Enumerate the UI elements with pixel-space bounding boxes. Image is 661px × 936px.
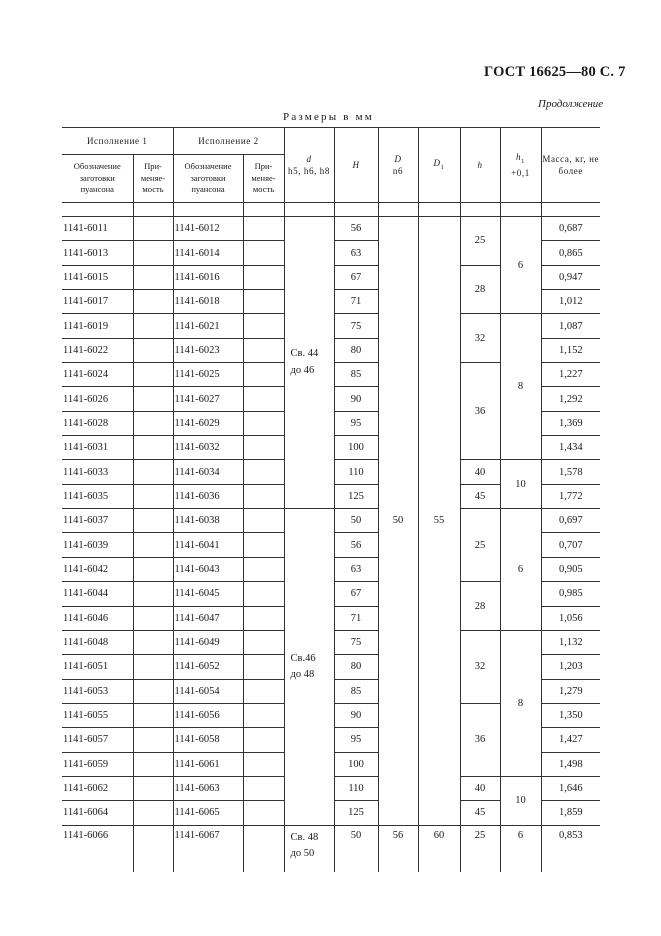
oboz-ispolnenie-2: 1141-6058 — [173, 728, 243, 752]
prim-ispolnenie-1 — [133, 703, 173, 727]
H-value: 50 — [334, 509, 378, 533]
oboz-ispolnenie-2: 1141-6018 — [173, 290, 243, 314]
table-row — [62, 217, 600, 241]
prim-ispolnenie-1 — [133, 217, 173, 241]
oboz-ispolnenie-2: 1141-6065 — [173, 801, 243, 825]
H-value: 75 — [334, 630, 378, 654]
continued-label: Продолжение — [538, 98, 604, 110]
massa-value: 0,905 — [541, 557, 600, 581]
oboz-ispolnenie-2: 1141-6029 — [173, 411, 243, 435]
prim-ispolnenie-1 — [133, 460, 173, 484]
H-value: 63 — [334, 241, 378, 265]
massa-value: 1,152 — [541, 338, 600, 362]
prim-ispolnenie-2 — [243, 484, 284, 508]
H-value: 71 — [334, 290, 378, 314]
table-row — [62, 825, 600, 872]
massa-value: 0,985 — [541, 582, 600, 606]
H-value: 80 — [334, 655, 378, 679]
prim-ispolnenie-1 — [133, 265, 173, 289]
H-value: 50 — [334, 825, 378, 872]
h-value: 28 — [460, 265, 500, 314]
massa-value: 1,859 — [541, 801, 600, 825]
header-H: H — [334, 128, 378, 203]
header-prim-1: При-меняе-мость — [133, 155, 173, 203]
prim-ispolnenie-1 — [133, 411, 173, 435]
H-value: 67 — [334, 582, 378, 606]
h1-value: 6 — [500, 217, 541, 314]
massa-value: 1,203 — [541, 655, 600, 679]
h-value: 25 — [460, 217, 500, 266]
massa-value: 0,687 — [541, 217, 600, 241]
oboz-ispolnenie-2: 1141-6014 — [173, 241, 243, 265]
prim-ispolnenie-1 — [133, 801, 173, 825]
d-last — [284, 825, 334, 872]
massa-value: 1,132 — [541, 630, 600, 654]
oboz-ispolnenie-1: 1141-6051 — [62, 655, 133, 679]
oboz-ispolnenie-2: 1141-6016 — [173, 265, 243, 289]
h1-value: 8 — [500, 314, 541, 460]
h1-value: 6 — [500, 825, 541, 872]
oboz-ispolnenie-2: 1141-6045 — [173, 582, 243, 606]
d-range-line: до 48 — [290, 668, 315, 680]
massa-value: 0,697 — [541, 509, 600, 533]
prim-ispolnenie-2 — [243, 533, 284, 557]
oboz-ispolnenie-1: 1141-6057 — [62, 728, 133, 752]
header-oboz-1: Обозначение заготовки пуансона — [62, 155, 133, 203]
header-prim-2: При-меняе-мость — [243, 155, 284, 203]
prim-ispolnenie-2 — [243, 217, 284, 241]
d-range-line: до 50 — [290, 847, 315, 859]
oboz-ispolnenie-1: 1141-6039 — [62, 533, 133, 557]
massa-value: 1,279 — [541, 679, 600, 703]
prim-ispolnenie-2 — [243, 679, 284, 703]
prim-ispolnenie-2 — [243, 630, 284, 654]
prim-ispolnenie-2 — [243, 728, 284, 752]
prim-ispolnenie-2 — [243, 314, 284, 338]
prim-ispolnenie-1 — [133, 314, 173, 338]
massa-value: 1,227 — [541, 363, 600, 387]
prim-ispolnenie-2 — [243, 703, 284, 727]
massa-value: 1,012 — [541, 290, 600, 314]
oboz-ispolnenie-1: 1141-6059 — [62, 752, 133, 776]
prim-ispolnenie-1 — [133, 655, 173, 679]
oboz-ispolnenie-1: 1141-6031 — [62, 436, 133, 460]
massa-value: 1,646 — [541, 776, 600, 800]
prim-ispolnenie-2 — [243, 752, 284, 776]
oboz-ispolnenie-1: 1141-6066 — [62, 825, 133, 872]
prim-ispolnenie-1 — [133, 776, 173, 800]
prim-ispolnenie-1 — [133, 338, 173, 362]
oboz-ispolnenie-1: 1141-6019 — [62, 314, 133, 338]
oboz-ispolnenie-1: 1141-6022 — [62, 338, 133, 362]
H-value: 85 — [334, 363, 378, 387]
H-value: 125 — [334, 801, 378, 825]
oboz-ispolnenie-2: 1141-6054 — [173, 679, 243, 703]
oboz-ispolnenie-1: 1141-6015 — [62, 265, 133, 289]
oboz-ispolnenie-2: 1141-6036 — [173, 484, 243, 508]
header-ispolnenie-2: Исполнение 2 — [173, 128, 284, 155]
oboz-ispolnenie-1: 1141-6053 — [62, 679, 133, 703]
H-value: 125 — [334, 484, 378, 508]
prim-ispolnenie-1 — [133, 582, 173, 606]
H-value: 71 — [334, 606, 378, 630]
d-range-line: Св. 44 — [290, 348, 319, 360]
prim-ispolnenie-1 — [133, 630, 173, 654]
prim-ispolnenie-1 — [133, 728, 173, 752]
oboz-ispolnenie-1: 1141-6011 — [62, 217, 133, 241]
oboz-ispolnenie-2: 1141-6052 — [173, 655, 243, 679]
h1-value: 8 — [500, 630, 541, 776]
prim-ispolnenie-2 — [243, 363, 284, 387]
h-value: 28 — [460, 582, 500, 631]
table-row — [62, 509, 600, 533]
prim-ispolnenie-2 — [243, 387, 284, 411]
oboz-ispolnenie-1: 1141-6062 — [62, 776, 133, 800]
units-label: Размеры в мм — [283, 111, 374, 123]
prim-ispolnenie-2 — [243, 582, 284, 606]
h-value: 32 — [460, 314, 500, 363]
massa-value: 1,292 — [541, 387, 600, 411]
prim-ispolnenie-1 — [133, 290, 173, 314]
prim-ispolnenie-2 — [243, 825, 284, 872]
oboz-ispolnenie-2: 1141-6038 — [173, 509, 243, 533]
H-value: 56 — [334, 533, 378, 557]
massa-value: 1,434 — [541, 436, 600, 460]
header-oboz-2: Обозначение заготовки пуансона — [173, 155, 243, 203]
massa-value: 1,498 — [541, 752, 600, 776]
massa-value: 1,772 — [541, 484, 600, 508]
h-value: 40 — [460, 460, 500, 484]
prim-ispolnenie-2 — [243, 509, 284, 533]
prim-ispolnenie-2 — [243, 436, 284, 460]
H-value: 100 — [334, 436, 378, 460]
prim-ispolnenie-2 — [243, 290, 284, 314]
H-value: 90 — [334, 703, 378, 727]
prim-ispolnenie-2 — [243, 606, 284, 630]
prim-ispolnenie-2 — [243, 557, 284, 581]
h-value: 25 — [460, 509, 500, 582]
massa-value: 1,056 — [541, 606, 600, 630]
oboz-ispolnenie-1: 1141-6026 — [62, 387, 133, 411]
oboz-ispolnenie-2: 1141-6034 — [173, 460, 243, 484]
d-range-line: Св.46 — [290, 652, 316, 664]
H-value: 100 — [334, 752, 378, 776]
H-value: 63 — [334, 557, 378, 581]
massa-value: 1,350 — [541, 703, 600, 727]
prim-ispolnenie-2 — [243, 776, 284, 800]
prim-ispolnenie-1 — [133, 363, 173, 387]
oboz-ispolnenie-1: 1141-6046 — [62, 606, 133, 630]
header-massa: Масса, кг, не более — [541, 128, 600, 203]
d-group-2 — [284, 509, 334, 825]
prim-ispolnenie-2 — [243, 338, 284, 362]
D1-value: 55 — [418, 217, 460, 826]
oboz-ispolnenie-2: 1141-6047 — [173, 606, 243, 630]
massa-value: 1,087 — [541, 314, 600, 338]
oboz-ispolnenie-1: 1141-6024 — [62, 363, 133, 387]
oboz-ispolnenie-1: 1141-6037 — [62, 509, 133, 533]
oboz-ispolnenie-1: 1141-6028 — [62, 411, 133, 435]
h-value: 40 — [460, 776, 500, 800]
h-value: 36 — [460, 703, 500, 776]
prim-ispolnenie-2 — [243, 411, 284, 435]
dimensions-table — [62, 127, 600, 872]
H-value: 85 — [334, 679, 378, 703]
oboz-ispolnenie-1: 1141-6042 — [62, 557, 133, 581]
prim-ispolnenie-2 — [243, 801, 284, 825]
oboz-ispolnenie-2: 1141-6021 — [173, 314, 243, 338]
prim-ispolnenie-2 — [243, 655, 284, 679]
oboz-ispolnenie-1: 1141-6035 — [62, 484, 133, 508]
oboz-ispolnenie-1: 1141-6044 — [62, 582, 133, 606]
oboz-ispolnenie-2: 1141-6061 — [173, 752, 243, 776]
h-value: 32 — [460, 630, 500, 703]
prim-ispolnenie-1 — [133, 557, 173, 581]
oboz-ispolnenie-1: 1141-6033 — [62, 460, 133, 484]
oboz-ispolnenie-1: 1141-6013 — [62, 241, 133, 265]
massa-value: 0,853 — [541, 825, 600, 872]
H-value: 110 — [334, 460, 378, 484]
d-group-1 — [284, 217, 334, 509]
H-value: 67 — [334, 265, 378, 289]
prim-ispolnenie-1 — [133, 752, 173, 776]
oboz-ispolnenie-1: 1141-6048 — [62, 630, 133, 654]
H-value: 95 — [334, 728, 378, 752]
d-range-line: до 46 — [290, 364, 315, 376]
H-value: 80 — [334, 338, 378, 362]
h-value: 45 — [460, 801, 500, 825]
prim-ispolnenie-1 — [133, 509, 173, 533]
H-value: 110 — [334, 776, 378, 800]
massa-value: 0,947 — [541, 265, 600, 289]
D-value: 56 — [378, 825, 418, 872]
massa-value: 1,427 — [541, 728, 600, 752]
massa-value: 0,707 — [541, 533, 600, 557]
prim-ispolnenie-1 — [133, 484, 173, 508]
H-value: 56 — [334, 217, 378, 241]
header-h: h — [460, 128, 500, 203]
D-value: 50 — [378, 217, 418, 826]
h1-value: 10 — [500, 460, 541, 509]
oboz-ispolnenie-2: 1141-6049 — [173, 630, 243, 654]
prim-ispolnenie-1 — [133, 241, 173, 265]
d-range-line: Св. 48 — [290, 831, 319, 843]
prim-ispolnenie-1 — [133, 606, 173, 630]
prim-ispolnenie-1 — [133, 387, 173, 411]
header-D: D n6 — [378, 128, 418, 203]
H-value: 95 — [334, 411, 378, 435]
header-h1: $h_1$ +0,1 — [500, 128, 541, 203]
oboz-ispolnenie-2: 1141-6023 — [173, 338, 243, 362]
h1-value: 6 — [500, 509, 541, 631]
massa-value: 1,578 — [541, 460, 600, 484]
prim-ispolnenie-1 — [133, 533, 173, 557]
oboz-ispolnenie-2: 1141-6067 — [173, 825, 243, 872]
oboz-ispolnenie-2: 1141-6025 — [173, 363, 243, 387]
oboz-ispolnenie-2: 1141-6056 — [173, 703, 243, 727]
h-value: 45 — [460, 484, 500, 508]
D1-value: 60 — [418, 825, 460, 872]
prim-ispolnenie-1 — [133, 825, 173, 872]
H-value: 75 — [334, 314, 378, 338]
h1-value: 10 — [500, 776, 541, 825]
oboz-ispolnenie-2: 1141-6063 — [173, 776, 243, 800]
H-value: 90 — [334, 387, 378, 411]
header-ispolnenie-1: Исполнение 1 — [62, 128, 173, 155]
h-value: 25 — [460, 825, 500, 872]
prim-ispolnenie-2 — [243, 241, 284, 265]
oboz-ispolnenie-2: 1141-6032 — [173, 436, 243, 460]
prim-ispolnenie-2 — [243, 460, 284, 484]
header-D1: $D_1$ — [418, 128, 460, 203]
oboz-ispolnenie-2: 1141-6041 — [173, 533, 243, 557]
h-value: 36 — [460, 363, 500, 460]
oboz-ispolnenie-2: 1141-6043 — [173, 557, 243, 581]
massa-value: 0,865 — [541, 241, 600, 265]
page-header: ГОСТ 16625—80 С. 7 — [484, 64, 626, 80]
oboz-ispolnenie-1: 1141-6064 — [62, 801, 133, 825]
prim-ispolnenie-1 — [133, 436, 173, 460]
prim-ispolnenie-2 — [243, 265, 284, 289]
massa-value: 1,369 — [541, 411, 600, 435]
oboz-ispolnenie-1: 1141-6017 — [62, 290, 133, 314]
header-d: d h5, h6, h8 — [284, 128, 334, 203]
oboz-ispolnenie-2: 1141-6027 — [173, 387, 243, 411]
oboz-ispolnenie-1: 1141-6055 — [62, 703, 133, 727]
oboz-ispolnenie-2: 1141-6012 — [173, 217, 243, 241]
prim-ispolnenie-1 — [133, 679, 173, 703]
